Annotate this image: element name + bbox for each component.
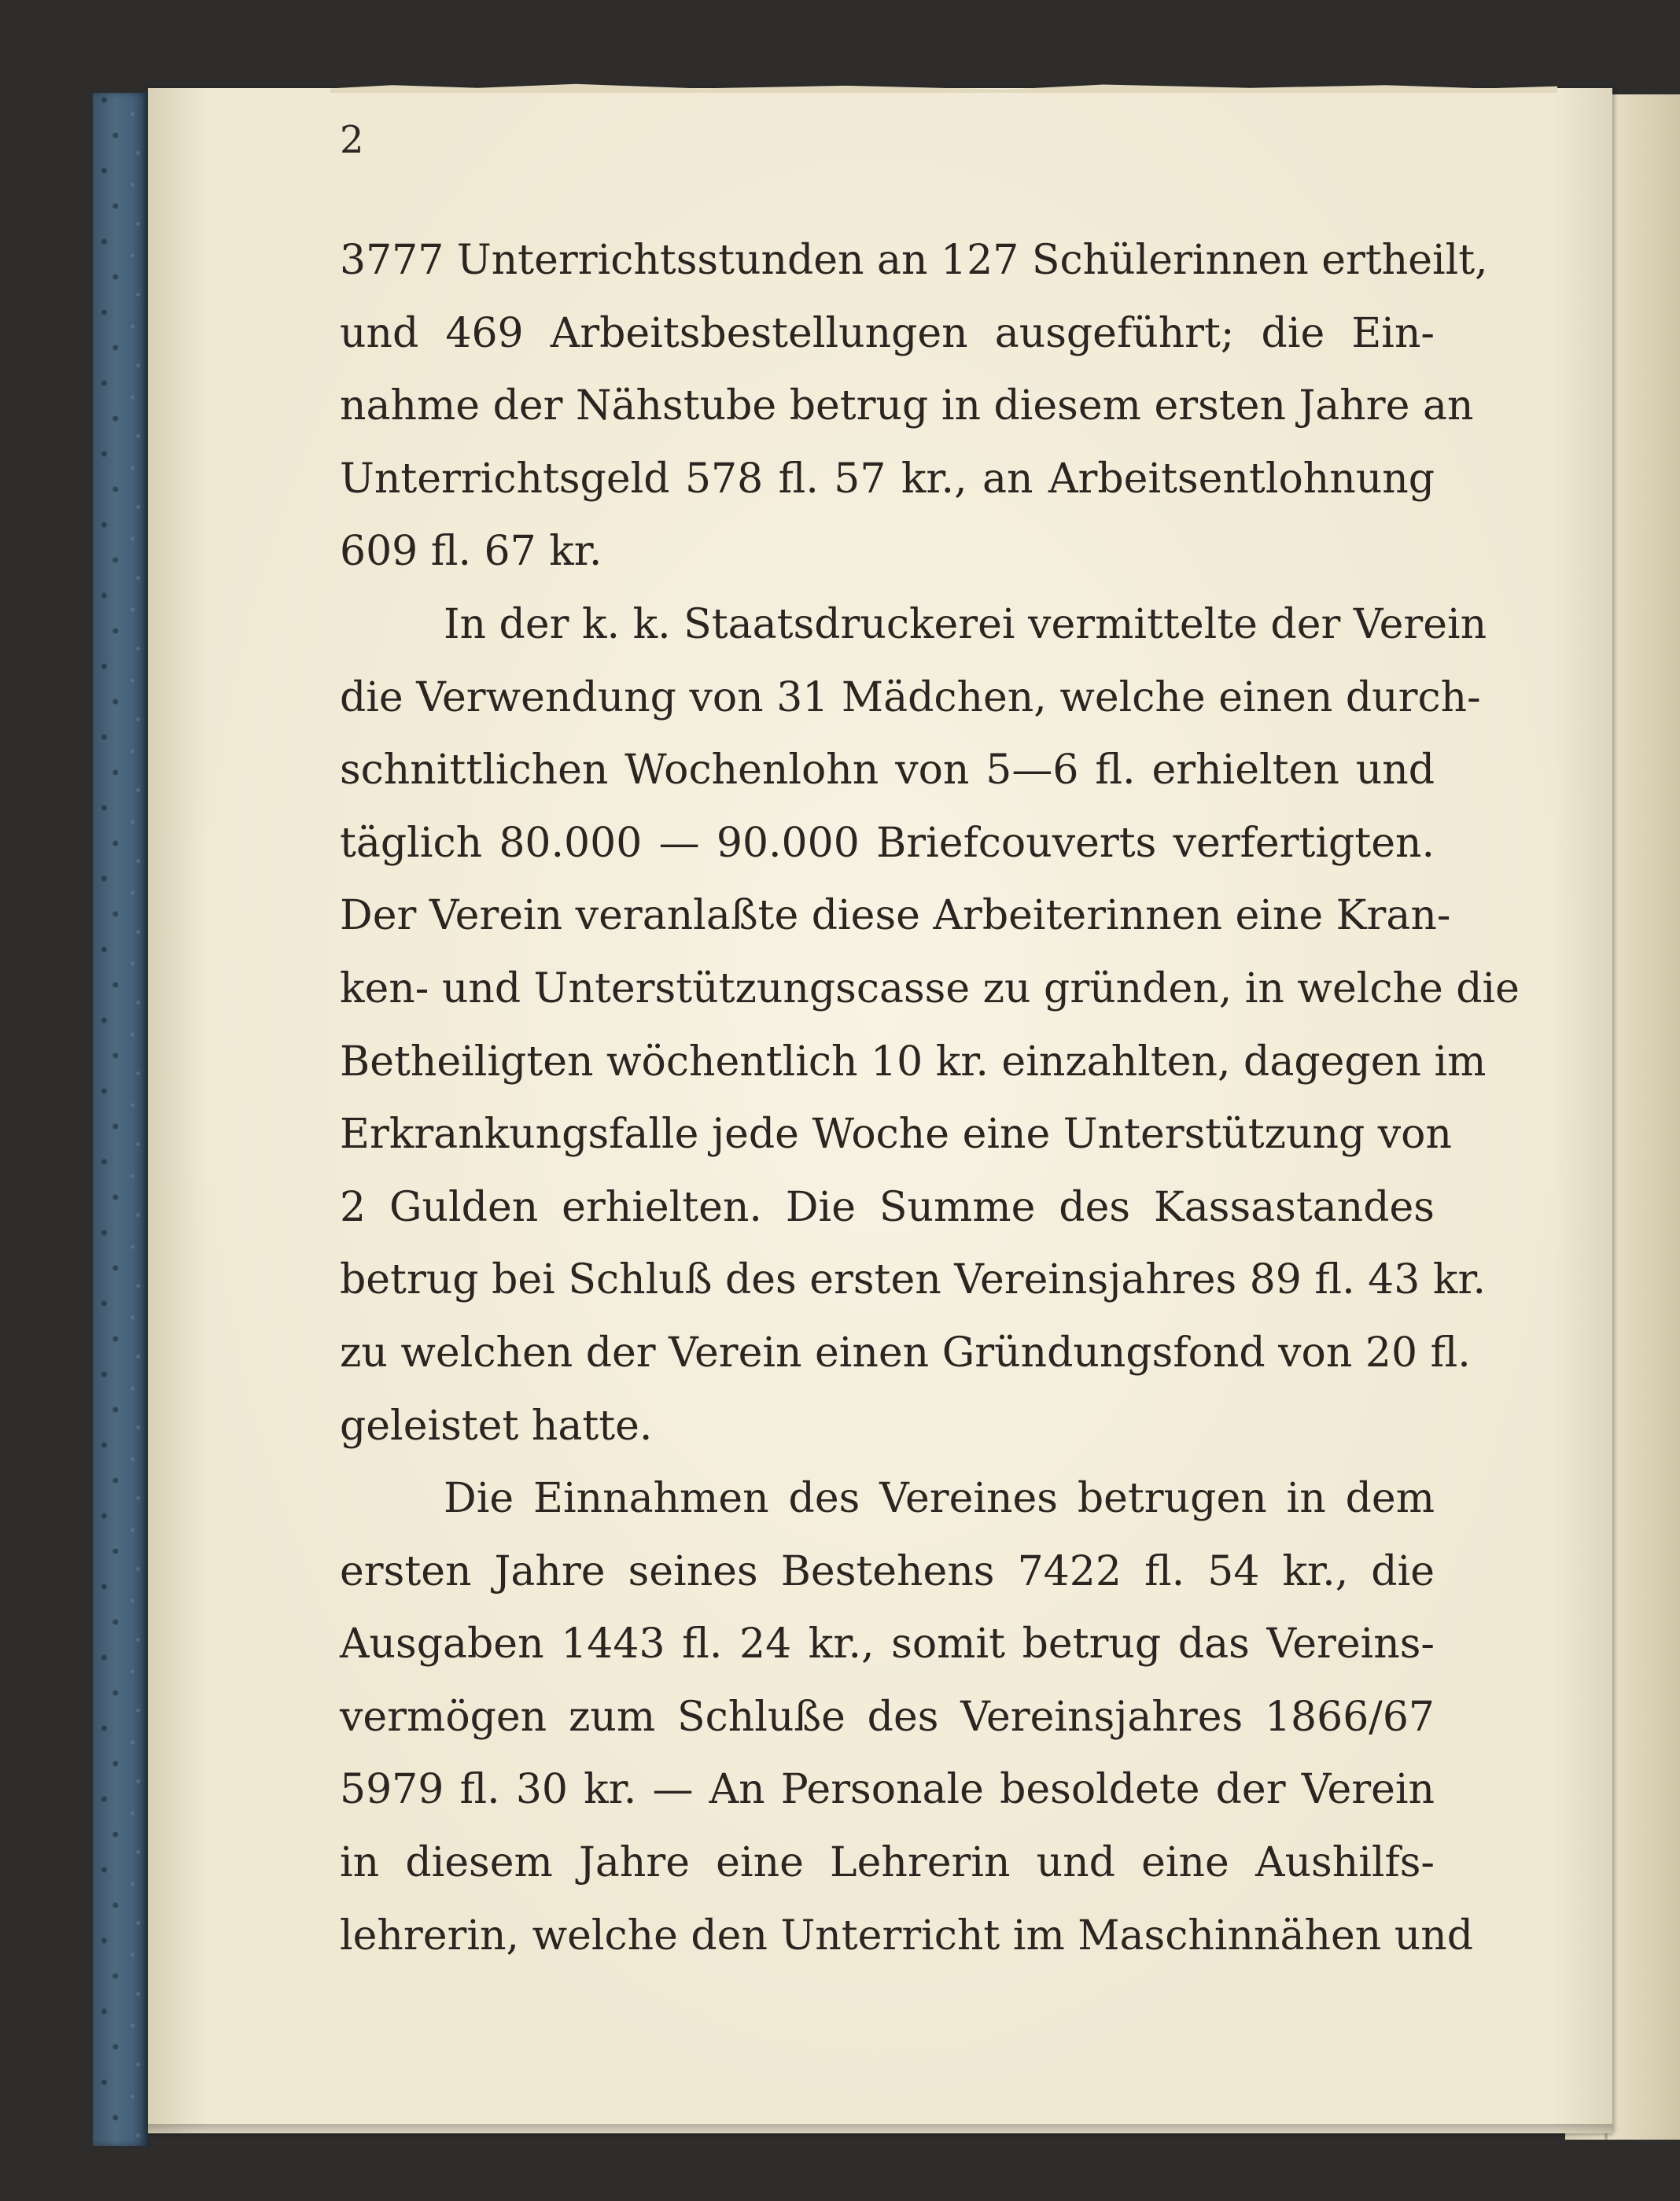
text-line: Die Einnahmen des Vereines betrugen in dem — [444, 1475, 1435, 1523]
text-line: schnittlichen Wochenlohn von 5—6 fl. erhielten und — [340, 747, 1435, 794]
text-line: betrug bei Schluß des ersten Vereinsjahres 89 fl. 43 kr. — [340, 1256, 1487, 1304]
text-line: vermögen zum Schluße des Vereinsjahres 1866/67 — [340, 1693, 1435, 1741]
text-line: täglich 80.000 — 90.000 Briefcouverts verfertigten. — [340, 819, 1435, 867]
text-line: in diesem Jahre eine Lehrerin und eine Aushilfs- — [340, 1839, 1435, 1887]
text-line: und 469 Arbeitsbestellungen ausgeführt; die Ein- — [340, 309, 1435, 357]
text-line: Der Verein veranlaßte diese Arbeiterinnen eine Kran- — [340, 892, 1451, 940]
text-line: 609 fl. 67 kr. — [340, 528, 602, 576]
text-line: Unterrichtsgeld 578 fl. 57 kr., an Arbeitsentlohnung — [340, 455, 1435, 503]
page-top-edge — [330, 82, 1557, 93]
text-line: In der k. k. Staatsdruckerei vermittelte der Verein — [444, 600, 1487, 648]
text-line: die Verwendung von 31 Mädchen, welche einen durch- — [340, 673, 1481, 721]
page-number: 2 — [340, 118, 364, 162]
text-line: Erkrankungsfalle jede Woche eine Unterstützung von — [340, 1111, 1452, 1159]
text-line: Ausgaben 1443 fl. 24 kr., somit betrug das Vereins- — [340, 1620, 1435, 1668]
text-line: geleistet hatte. — [340, 1402, 653, 1450]
text-line: lehrerin, welche den Unterricht im Maschinnähen und — [340, 1912, 1474, 1960]
text-line: zu welchen der Verein einen Gründungsfond von 20 fl. — [340, 1329, 1471, 1377]
text-line: ken- und Unterstützungscasse zu gründen, in welche die — [340, 964, 1520, 1012]
text-line: 3777 Unterrichtsstunden an 127 Schülerinnen ertheilt, — [340, 237, 1488, 284]
text-line: nahme der Nähstube betrug in diesem ersten Jahre an — [340, 382, 1474, 430]
text-line: ersten Jahre seines Bestehens 7422 fl. 54 kr., die — [340, 1547, 1435, 1595]
text-line: 5979 fl. 30 kr. — An Personale besoldete der Verein — [340, 1766, 1435, 1814]
page-body-text — [340, 224, 1520, 1972]
text-line: 2 Gulden erhielten. Die Summe des Kassastandes — [340, 1183, 1435, 1231]
cover-marbling-texture — [93, 93, 149, 2146]
page-bottom-shadow — [148, 2124, 1612, 2138]
text-line: Betheiligten wöchentlich 10 kr. einzahlten, dagegen im — [340, 1038, 1487, 1086]
